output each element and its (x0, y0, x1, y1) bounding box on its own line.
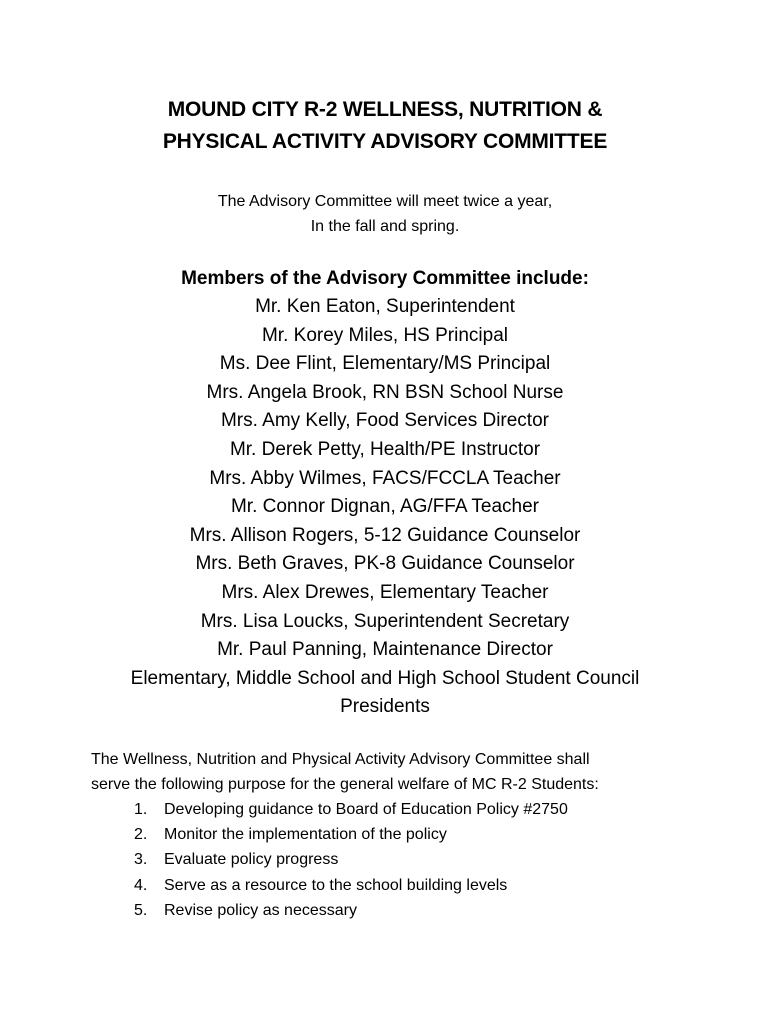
member-item: Mrs. Lisa Loucks, Superintendent Secretary (200, 610, 570, 632)
member-item: Mrs. Alex Drewes, Elementary Teacher (221, 581, 549, 603)
member-item: Mrs. Allison Rogers, 5-12 Guidance Counselor (189, 524, 581, 546)
members-heading: Members of the Advisory Committee include: (181, 268, 589, 289)
purpose-item-number: 5. (134, 901, 148, 919)
member-item: Mr. Korey Miles, HS Principal (261, 324, 508, 346)
member-item: Elementary, Middle School and High School Student Council (130, 667, 640, 689)
title-line: PHYSICAL ACTIVITY ADVISORY COMMITTEE (162, 130, 608, 153)
purpose-item (134, 822, 568, 847)
intro-line: The Advisory Committee will meet twice a year, (217, 193, 553, 210)
purpose-item (134, 873, 568, 898)
purpose-item (134, 847, 568, 872)
purpose-item-text: Developing guidance to Board of Education Policy #2750 (164, 801, 568, 818)
member-item: Mr. Ken Eaton, Superintendent (255, 296, 515, 317)
member-item: Mr. Paul Panning, Maintenance Director (217, 639, 553, 661)
purpose-item-text: Serve as a resource to the school building levels (164, 876, 508, 894)
purpose-item-number: 1. (134, 801, 148, 818)
purpose-item (134, 898, 568, 923)
member-item: Mrs. Amy Kelly, Food Services Director (220, 410, 549, 432)
purpose-item-number: 2. (134, 826, 148, 844)
meeting-schedule-text (0, 189, 770, 239)
purpose-item-text: Evaluate policy progress (164, 851, 339, 869)
members-list (0, 293, 770, 722)
member-item: Mrs. Beth Graves, PK-8 Guidance Counselor (195, 553, 575, 575)
intro-line: In the fall and spring. (310, 218, 460, 235)
member-item: Mrs. Abby Wilmes, FACS/FCCLA Teacher (209, 467, 561, 489)
purpose-item-number: 3. (134, 851, 148, 869)
document-title (0, 94, 770, 158)
purpose-paragraph (91, 747, 711, 797)
purpose-line: The Wellness, Nutrition and Physical Activity Advisory Committee shall (91, 751, 590, 768)
purpose-line: serve the following purpose for the general welfare of MC R-2 Students: (91, 776, 599, 793)
purpose-list (134, 797, 568, 923)
purpose-item-text: Monitor the implementation of the policy (164, 826, 447, 844)
member-item: Mr. Connor Dignan, AG/FFA Teacher (230, 496, 540, 518)
member-item: Mr. Derek Petty, Health/PE Instructor (229, 438, 541, 460)
member-item: Presidents (340, 696, 430, 718)
purpose-item-text: Revise policy as necessary (164, 901, 357, 919)
title-line: MOUND CITY R-2 WELLNESS, NUTRITION & (167, 98, 603, 121)
purpose-item-number: 4. (134, 876, 148, 894)
purpose-item (134, 797, 568, 822)
member-item: Ms. Dee Flint, Elementary/MS Principal (219, 353, 551, 375)
member-item: Mrs. Angela Brook, RN BSN School Nurse (206, 381, 564, 403)
